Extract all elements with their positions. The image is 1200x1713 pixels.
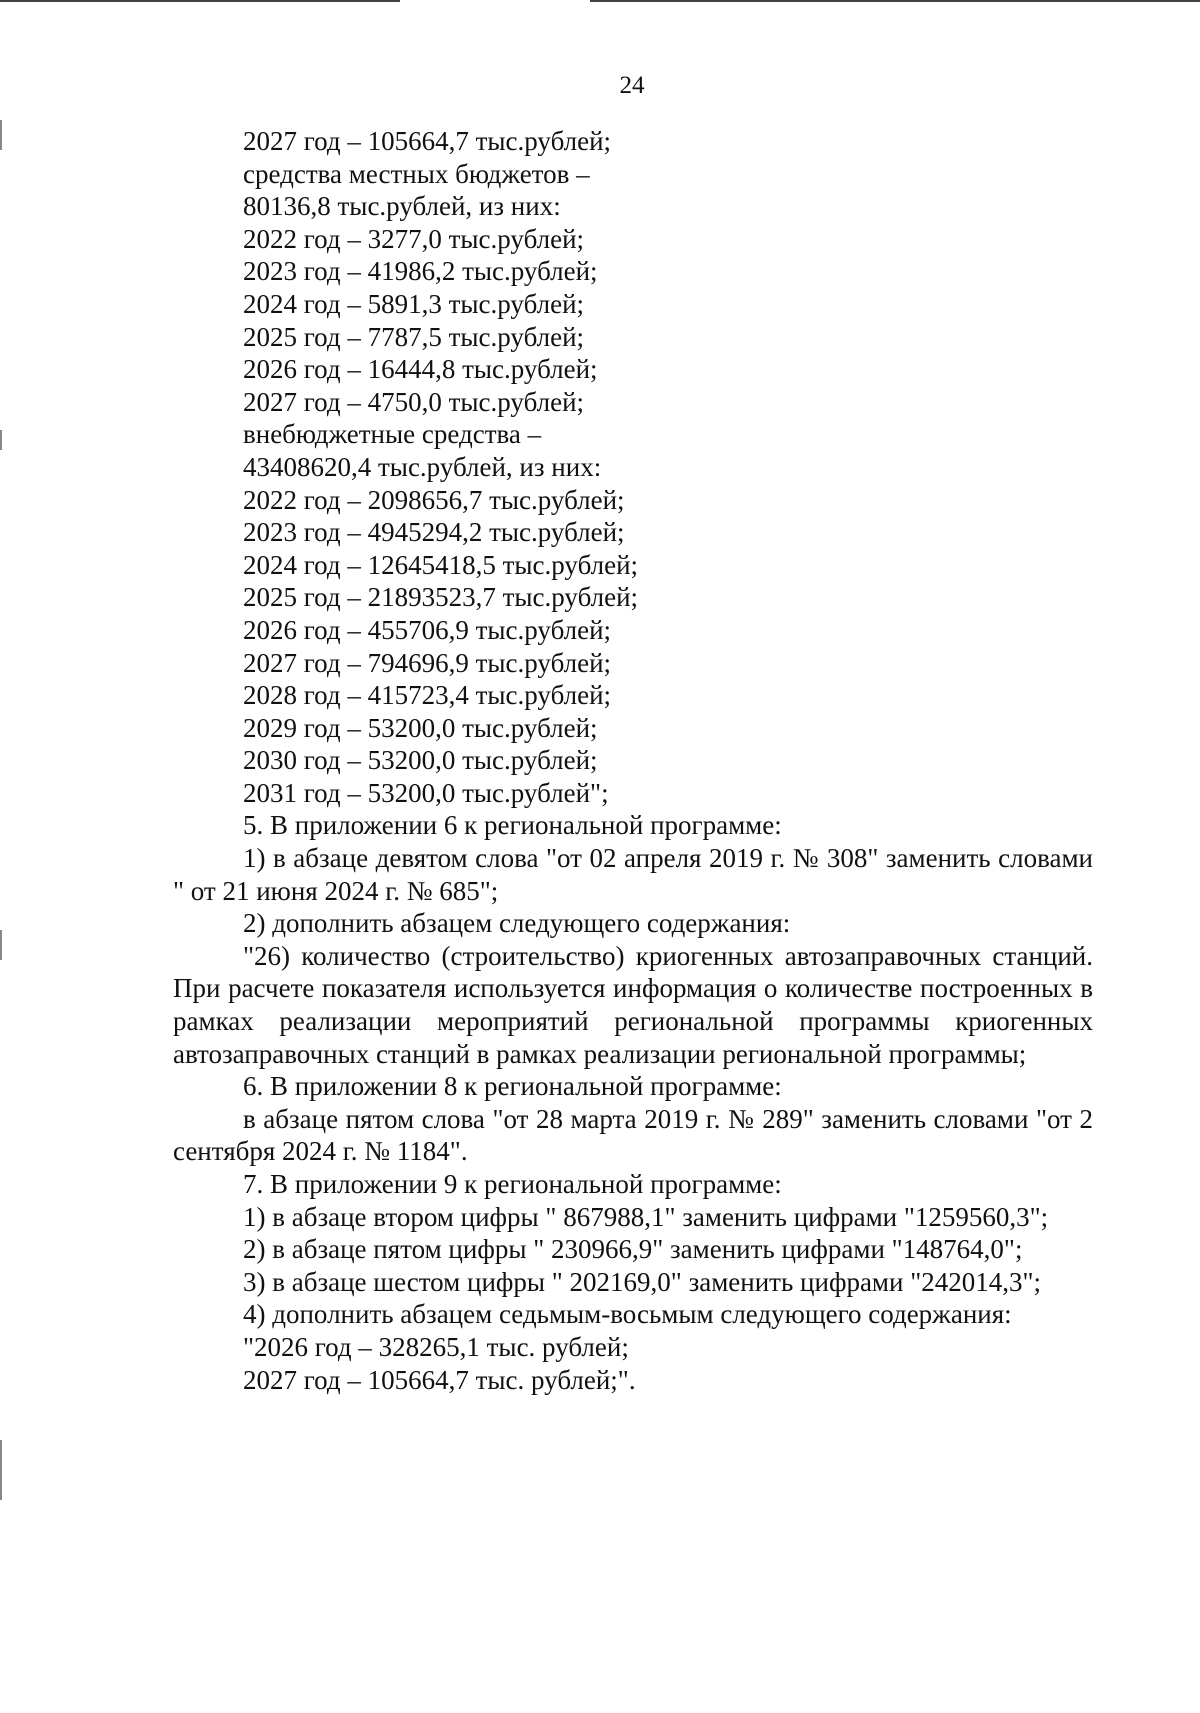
list-line: 2028 год – 415723,4 тыс.рублей;: [243, 680, 612, 711]
section-5-item-1: 1) в абзаце девятом слова "от 02 апреля 2019 г. № 308" заменить словами " от 21 июня 2024 г. № 685";: [173, 843, 1093, 906]
document-body: [173, 125, 1093, 1396]
list-line: внебюджетные средства –: [243, 419, 542, 450]
list-line: 2027 год – 4750,0 тыс.рублей;: [243, 386, 585, 417]
section-5-heading: 5. В приложении 6 к региональной программе:: [243, 810, 782, 841]
list-line: средства местных бюджетов –: [243, 158, 590, 189]
list-line: 2024 год – 5891,3 тыс.рублей;: [243, 288, 585, 319]
section-6-text: в абзаце пятом слова "от 28 марта 2019 г. № 289" заменить словами "от 2 сентября 2024 г. № 1184".: [173, 1103, 1093, 1167]
list-line: 2023 год – 4945294,2 тыс.рублей;: [243, 517, 625, 548]
scan-border-top-right: [590, 0, 1200, 2]
list-line: 2025 год – 21893523,7 тыс.рублей;: [243, 582, 639, 613]
list-line: 2030 год – 53200,0 тыс.рублей;: [243, 745, 598, 776]
list-line: 2026 год – 455706,9 тыс.рублей;: [243, 614, 612, 645]
section-6-heading: 6. В приложении 8 к региональной программе:: [243, 1071, 782, 1102]
list-line: 43408620,4 тыс.рублей, из них:: [243, 451, 602, 482]
list-line: 2024 год – 12645418,5 тыс.рублей;: [243, 549, 639, 580]
page-number: 24: [619, 72, 645, 99]
list-line: 2023 год – 41986,2 тыс.рублей;: [243, 256, 598, 287]
scan-border-top-left: [0, 0, 400, 2]
list-line: 2026 год – 16444,8 тыс.рублей;: [243, 354, 598, 385]
list-line: 2027 год – 105664,7 тыс.рублей;: [243, 126, 612, 156]
section-7-item-4: 4) дополнить абзацем седьмым-восьмым следующего содержания:: [243, 1299, 1012, 1330]
section-7-quote-line-2: 2027 год – 105664,7 тыс. рублей;".: [243, 1364, 636, 1395]
list-line: 2029 год – 53200,0 тыс.рублей;: [243, 712, 598, 743]
list-line: 2027 год – 794696,9 тыс.рублей;: [243, 647, 612, 678]
list-line: 80136,8 тыс.рублей, из них:: [243, 191, 561, 222]
section-7-item-2: 2) в абзаце пятом цифры " 230966,9" заменить цифрами "148764,0";: [243, 1234, 1023, 1265]
list-line: 2022 год – 2098656,7 тыс.рублей;: [243, 484, 625, 515]
section-7-quote-line-1: "2026 год – 328265,1 тыс. рублей;: [243, 1331, 629, 1362]
scan-edge-mark: [0, 120, 2, 150]
list-line: 2022 год – 3277,0 тыс.рублей;: [243, 223, 585, 254]
section-7-heading: 7. В приложении 9 к региональной программе:: [243, 1169, 782, 1199]
scan-edge-mark: [0, 430, 2, 450]
list-line: 2025 год – 7787,5 тыс.рублей;: [243, 321, 585, 352]
list-line: 2031 год – 53200,0 тыс.рублей";: [243, 777, 609, 808]
section-5-item-26: "26) количество (строительство) криогенных автозаправочных станций. При расчете показателя используется информация о количестве построенных в рамках реализации мероприятий региональной программы криогенных автозаправочных станций в рамках реализации региональной программы;: [173, 940, 1093, 1069]
section-7-item-3: 3) в абзаце шестом цифры " 202169,0" заменить цифрами "242014,3";: [243, 1266, 1042, 1297]
section-7-item-1: 1) в абзаце втором цифры " 867988,1" заменить цифрами "1259560,3";: [243, 1201, 1049, 1232]
funding-list: [173, 125, 1093, 809]
section-5-item-2: 2) дополнить абзацем следующего содержания:: [243, 908, 791, 939]
scan-edge-mark: [0, 1440, 2, 1500]
scan-edge-mark: [0, 930, 2, 960]
